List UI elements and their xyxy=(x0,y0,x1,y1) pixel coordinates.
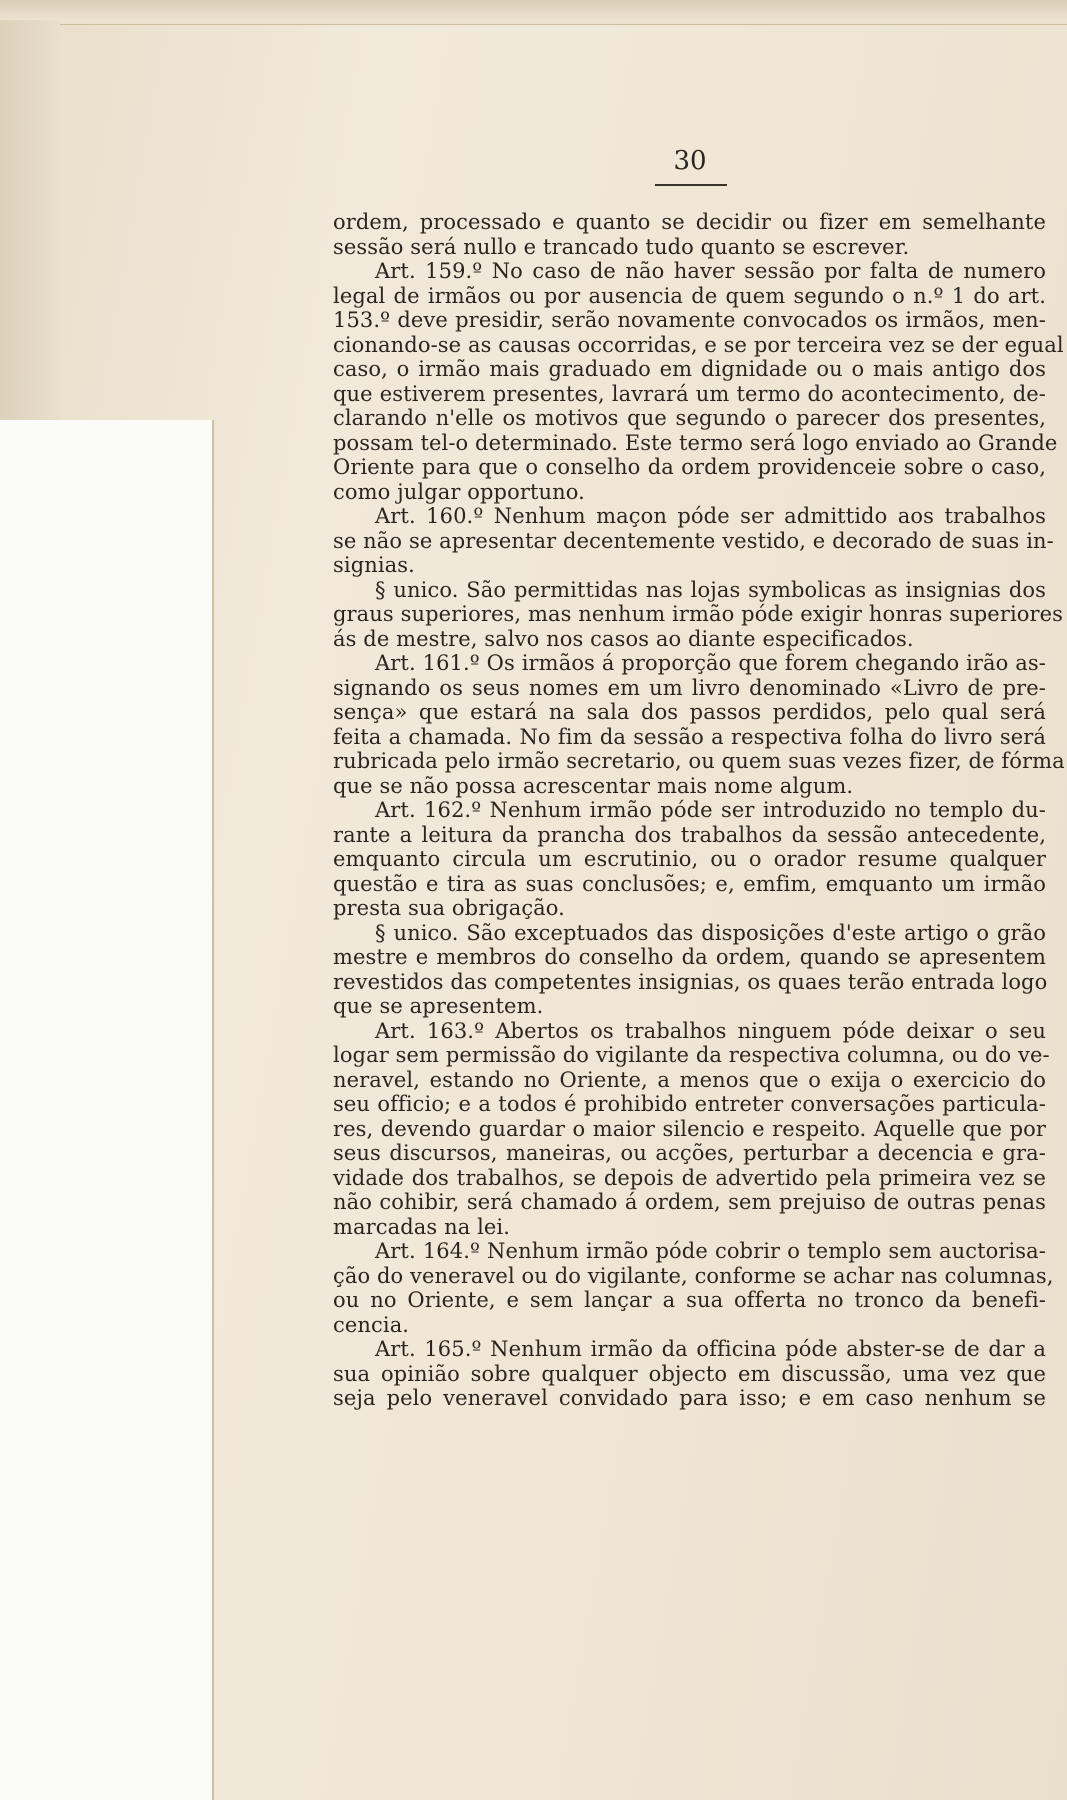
text-line: seja pelo veneravel convidado para isso; e em caso nenhum se xyxy=(333,1386,1046,1410)
text-line: como julgar opportuno. xyxy=(333,479,585,504)
text-line: cencia. xyxy=(333,1312,410,1337)
text-line: ou no Oriente, e sem lançar a sua offerta no tronco da benefi- xyxy=(333,1288,1046,1312)
text-line: vidade dos trabalhos, se depois de advertido pela primeira vez se xyxy=(333,1165,1046,1190)
text-line: que se apresentem. xyxy=(333,994,544,1018)
text-line: Oriente para que o conselho da ordem providenceie sobre o caso, xyxy=(333,455,1046,479)
text-line: seu officio; e a todos é prohibido entreter conversações particula- xyxy=(333,1092,1046,1116)
text-line: ordem, processado e quanto se decidir ou fizer em semelhante xyxy=(333,210,1046,234)
text-line: signando os seus nomes em um livro denominado «Livro de pre- xyxy=(333,675,1046,700)
text-line: cionando-se as causas occorridas, e se por terceira vez se der egual xyxy=(333,332,1064,357)
page-number: 30 xyxy=(673,146,707,176)
text-line: revestidos das competentes insignias, os quaes terão entrada logo xyxy=(333,969,1048,994)
text-line: marcadas na lei. xyxy=(333,1214,511,1239)
text-line: questão e tira as suas conclusões; e, emfim, emquanto um irmão xyxy=(333,871,1046,896)
text-line: caso, o irmão mais graduado em dignidade ou o mais antigo dos xyxy=(333,357,1046,381)
text-line: Art. 165.º Nenhum irmão da officina póde abster-se de dar a xyxy=(375,1337,1046,1361)
text-line: sessão será nullo e trancado tudo quanto se escrever. xyxy=(333,234,910,259)
text-line: Art. 161.º Os irmãos á proporção que forem chegando irão as- xyxy=(375,651,1046,675)
text-line: graus superiores, mas nenhum irmão póde exigir honras superiores xyxy=(333,602,1064,626)
text-line: sua opinião sobre qualquer objecto em discussão, uma vez que xyxy=(333,1361,1046,1386)
text-line: seus discursos, maneiras, ou acções, perturbar a decencia e gra- xyxy=(333,1141,1046,1165)
text-line: emquanto circula um escrutinio, ou o orador resume qualquer xyxy=(333,847,1046,871)
page-top-fold xyxy=(0,0,1067,25)
page-cutout xyxy=(48,420,213,1800)
text-line: res, devendo guardar o maior silencio e respeito. Aquelle que por xyxy=(333,1116,1046,1141)
text-line: ás de mestre, salvo nos casos ao diante especificados. xyxy=(333,626,914,651)
text-line: rante a leitura da prancha dos trabalhos da sessão antecedente, xyxy=(333,822,1046,847)
text-line: § unico. São exceptuados das disposições d'este artigo o grão xyxy=(375,920,1046,945)
text-line: clarando n'elle os motivos que segundo o parecer dos presentes, xyxy=(333,406,1046,430)
text-line: § unico. São permittidas nas lojas symbolicas as insignias dos xyxy=(375,577,1046,602)
page-left-flap xyxy=(0,20,60,420)
page-edge-shadow xyxy=(212,420,214,1800)
text-line: neravel, estando no Oriente, a menos que o exija o exercicio do xyxy=(333,1067,1046,1092)
text-line: rubricada pelo irmão secretario, ou quem suas vezes fizer, de fórma xyxy=(333,749,1065,773)
text-line: possam tel-o determinado. Este termo será logo enviado ao Grande xyxy=(333,430,1058,455)
page-number-rule xyxy=(655,184,727,186)
text-line: presta sua obrigação. xyxy=(333,896,565,920)
text-line: Art. 162.º Nenhum irmão póde ser introduzido no templo du- xyxy=(375,798,1046,822)
text-line: logar sem permissão do vigilante da respectiva columna, ou do ve- xyxy=(333,1043,1050,1067)
text-line: que se não possa acrescentar mais nome algum. xyxy=(333,773,854,798)
text-line: Art. 160.º Nenhum maçon póde ser admittido aos trabalhos xyxy=(375,504,1046,528)
text-line: sença» que estará na sala dos passos perdidos, pelo qual será xyxy=(333,700,1046,724)
text-line: ção do veneravel ou do vigilante, conforme se achar nas columnas, xyxy=(333,1263,1054,1288)
text-line: Art. 164.º Nenhum irmão póde cobrir o templo sem auctorisa- xyxy=(375,1239,1046,1263)
text-line: legal de irmãos ou por ausencia de quem segundo o n.º 1 do art. xyxy=(333,283,1046,308)
text-line: 153.º deve presidir, serão novamente convocados os irmãos, men- xyxy=(333,308,1046,332)
text-line: signias. xyxy=(333,553,415,577)
text-line: mestre e membros do conselho da ordem, quando se apresentem xyxy=(333,945,1046,969)
body-text xyxy=(333,210,1065,1411)
text-line: feita a chamada. No fim da sessão a respectiva folha do livro será xyxy=(333,724,1046,749)
text-line: não cohibir, será chamado á ordem, sem prejuiso de outras penas xyxy=(333,1190,1046,1214)
text-line: se não se apresentar decentemente vestido, e decorado de suas in- xyxy=(333,528,1054,553)
text-line: que estiverem presentes, lavrará um termo do acontecimento, de- xyxy=(333,381,1046,406)
text-line: Art. 163.º Abertos os trabalhos ninguem póde deixar o seu xyxy=(375,1018,1046,1043)
text-line: Art. 159.º No caso de não haver sessão por falta de numero xyxy=(375,259,1046,283)
